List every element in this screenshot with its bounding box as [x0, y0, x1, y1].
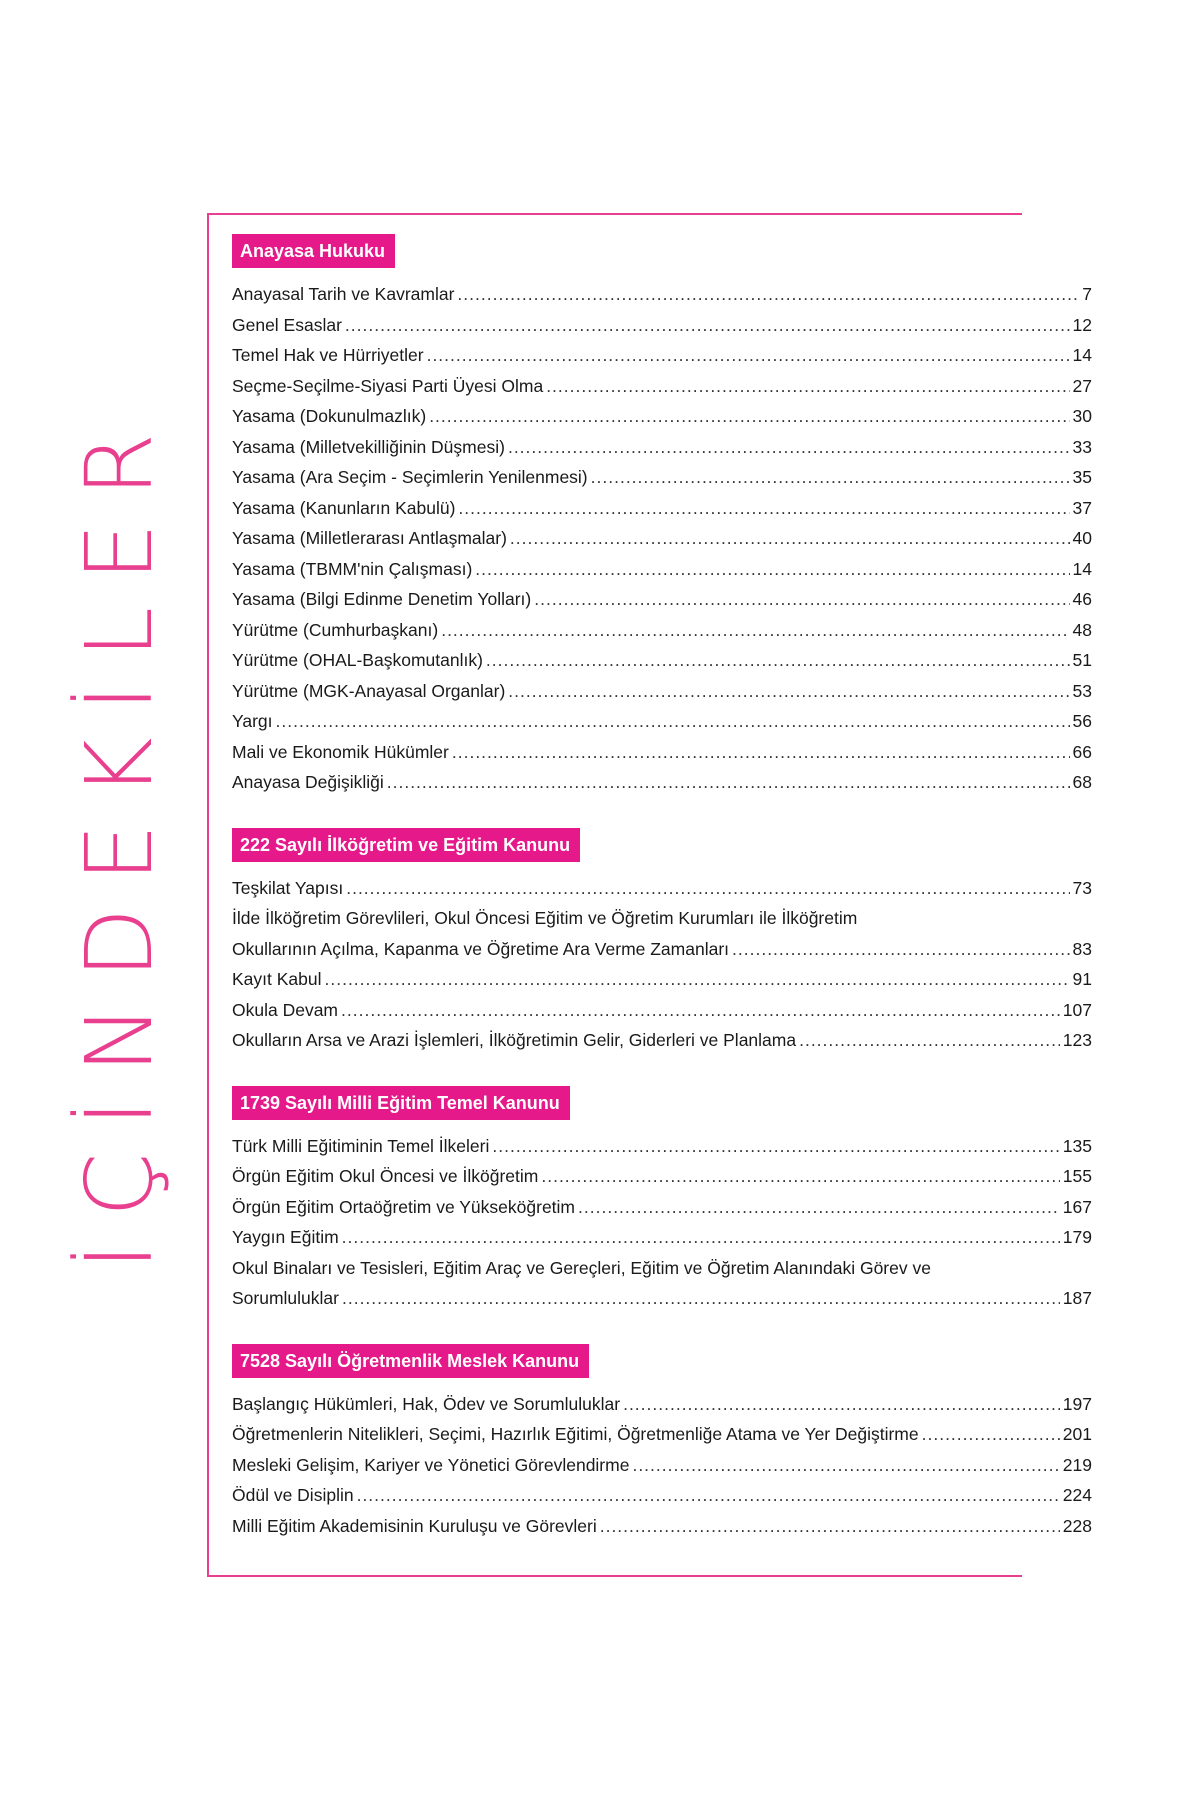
toc-entry-title: Okullarının Açılma, Kapanma ve Öğretime Ara Verme Zamanları [232, 938, 730, 959]
dot-leader [346, 873, 1069, 904]
toc-entry-page: 179 [1062, 1227, 1092, 1247]
dot-leader [799, 1025, 1060, 1056]
toc-entry[interactable] [232, 462, 1092, 493]
toc-entry-title: Yasama (Ara Seçim - Seçimlerin Yenilenmesi) [232, 467, 588, 487]
dot-leader [534, 584, 1069, 615]
toc-entry-page: 135 [1062, 1135, 1092, 1156]
toc-entry-page: 51 [1072, 650, 1092, 670]
toc-entry-title: Temel Hak ve Hürriyetler [232, 345, 424, 365]
toc-entry-title: Mesleki Gelişim, Kariyer ve Yönetici Görevlendirme [232, 1454, 630, 1475]
toc-entry-title: Yargı [232, 711, 273, 731]
toc-entry[interactable] [232, 340, 1092, 371]
toc-entry-page: 46 [1072, 589, 1092, 609]
toc-section [232, 828, 1092, 1056]
toc-entry[interactable] [232, 1192, 1092, 1223]
toc-entry-title-line[interactable]: İlde İlköğretim Görevlileri, Okul Öncesi Eğitim ve Öğretim Kurumları ile İlköğretim [232, 908, 858, 928]
toc-entry-title: Okulların Arsa ve Arazi İşlemleri, İlköğretimin Gelir, Giderleri ve Planlama [232, 1030, 797, 1050]
toc-entry-title: Okula Devam [232, 999, 339, 1020]
dot-leader [345, 310, 1070, 341]
toc-entry[interactable] [232, 310, 1092, 341]
toc-entry-title-line[interactable]: Okul Binaları ve Tesisleri, Eğitim Araç ve Gereçleri, Eğitim ve Öğretim Alanındaki Görev ve [232, 1257, 931, 1278]
toc-entry-title: Yasama (Dokunulmazlık) [232, 406, 427, 426]
dot-leader [632, 1450, 1059, 1481]
toc-entry-page: 107 [1062, 999, 1092, 1020]
toc-entry-title: Yürütme (OHAL-Başkomutanlık) [232, 650, 483, 670]
toc-entry-page: 14 [1072, 345, 1092, 365]
dot-leader [357, 1480, 1060, 1511]
toc-entry-page: 33 [1072, 436, 1092, 457]
toc-entry-page: 40 [1072, 528, 1092, 548]
toc-entry[interactable] [232, 401, 1092, 432]
toc-entry[interactable] [232, 615, 1092, 646]
toc-entry-page: 123 [1062, 1030, 1092, 1050]
toc-entry-title: Yasama (Kanunların Kabulü) [232, 497, 456, 518]
toc-entry[interactable] [232, 554, 1092, 585]
toc-entry-page: 219 [1062, 1454, 1092, 1475]
toc-entry-page: 7 [1082, 284, 1092, 304]
toc-entry-title: Mali ve Ekonomik Hükümler [232, 741, 449, 762]
dot-leader [342, 1222, 1060, 1253]
toc-entry-title: Örgün Eğitim Okul Öncesi ve İlköğretim [232, 1166, 539, 1186]
toc-entry[interactable] [232, 767, 1092, 798]
toc-entry[interactable] [232, 371, 1092, 402]
toc-entry-page: 224 [1062, 1485, 1092, 1505]
dot-leader [458, 493, 1069, 524]
dot-leader [492, 1131, 1059, 1162]
dot-leader [510, 523, 1070, 554]
toc-entry-title: Genel Esaslar [232, 314, 342, 335]
dot-leader [457, 279, 1079, 310]
dot-leader [325, 964, 1070, 995]
toc-section [232, 1344, 1092, 1542]
section-header: Anayasa Hukuku [232, 234, 395, 268]
toc-entry[interactable] [232, 995, 1092, 1026]
toc-entry-title: Teşkilat Yapısı [232, 877, 344, 898]
section-header: 1739 Sayılı Milli Eğitim Temel Kanunu [232, 1086, 570, 1120]
toc-entry[interactable] [232, 1222, 1092, 1253]
toc-entry-title: Yasama (Milletvekilliğinin Düşmesi) [232, 436, 505, 457]
toc-entry-page: 37 [1072, 497, 1092, 518]
dot-leader [508, 676, 1069, 707]
dot-leader [732, 934, 1070, 965]
toc-entry[interactable] [232, 432, 1092, 463]
toc-entry-title: Yasama (TBMM'nin Çalışması) [232, 558, 473, 579]
toc-entry[interactable] [232, 706, 1092, 737]
toc-entry-page: 201 [1062, 1424, 1092, 1444]
toc-entry[interactable] [232, 645, 1092, 676]
toc-entry-page: 197 [1062, 1393, 1092, 1414]
toc-entry-page: 30 [1072, 406, 1092, 426]
toc-entry-page: 12 [1072, 314, 1092, 335]
dot-leader [541, 1161, 1059, 1192]
toc-entry[interactable] [232, 279, 1092, 310]
dot-leader [600, 1511, 1060, 1542]
toc-entry-page: 53 [1072, 680, 1092, 701]
toc-section [232, 234, 1092, 798]
dot-leader [578, 1192, 1060, 1223]
frame-bottom-border [207, 1575, 1022, 1577]
toc-entry-page: 228 [1062, 1515, 1092, 1536]
frame-left-border [207, 213, 209, 1576]
toc-entry-title: Seçme-Seçilme-Siyasi Parti Üyesi Olma [232, 375, 544, 396]
toc-entry[interactable] [232, 1419, 1092, 1450]
frame-top-border [207, 213, 1022, 215]
dot-leader [452, 737, 1070, 768]
table-of-contents [232, 234, 1092, 1571]
toc-entry-page: 35 [1072, 467, 1092, 487]
toc-entry-page: 155 [1062, 1166, 1092, 1186]
toc-entry[interactable] [232, 1283, 1092, 1314]
toc-entry-page: 167 [1062, 1196, 1092, 1217]
page-title: İÇİNDEKİLER [66, 406, 173, 1270]
toc-entry-page: 187 [1062, 1288, 1092, 1308]
toc-entry[interactable] [232, 1025, 1092, 1056]
dot-leader [441, 615, 1069, 646]
toc-entry-title: Yasama (Bilgi Edinme Denetim Yolları) [232, 589, 532, 609]
toc-entry[interactable] [232, 523, 1092, 554]
toc-entry-title: Sorumluluklar [232, 1288, 339, 1308]
toc-entry-title: Anayasa Değişikliği [232, 772, 384, 792]
toc-entry-title: Başlangıç Hükümleri, Hak, Ödev ve Sorumluluklar [232, 1393, 621, 1414]
toc-entry-title: Milli Eğitim Akademisinin Kuruluşu ve Görevleri [232, 1515, 597, 1536]
toc-entry-title: Ödül ve Disiplin [232, 1485, 354, 1505]
toc-entry[interactable] [232, 934, 1092, 965]
toc-entry-title: Örgün Eğitim Ortaöğretim ve Yükseköğretim [232, 1196, 576, 1217]
toc-entry[interactable] [232, 873, 1092, 904]
toc-entry[interactable] [232, 1511, 1092, 1542]
dot-leader [623, 1389, 1060, 1420]
section-header: 222 Sayılı İlköğretim ve Eğitim Kanunu [232, 828, 580, 862]
toc-entry-page: 56 [1072, 711, 1092, 731]
toc-entry[interactable] [232, 1389, 1092, 1420]
toc-entry[interactable] [232, 1131, 1092, 1162]
dot-leader [387, 767, 1070, 798]
dot-leader [276, 706, 1070, 737]
toc-entry-page: 14 [1072, 558, 1092, 579]
dot-leader [427, 340, 1070, 371]
toc-entry[interactable] [232, 964, 1092, 995]
toc-entry-page: 91 [1072, 969, 1092, 989]
toc-entry[interactable] [232, 1480, 1092, 1511]
toc-entry-title: Yaygın Eğitim [232, 1227, 339, 1247]
toc-entry[interactable] [232, 1161, 1092, 1192]
toc-entry-title: Kayıt Kabul [232, 969, 322, 989]
toc-entry[interactable] [232, 676, 1092, 707]
dot-leader [341, 995, 1060, 1026]
toc-entry-title: Türk Milli Eğitiminin Temel İlkeleri [232, 1135, 490, 1156]
toc-entry-page: 83 [1072, 938, 1092, 959]
toc-entry-title: Yasama (Milletlerarası Antlaşmalar) [232, 528, 507, 548]
toc-entry[interactable] [232, 1450, 1092, 1481]
toc-section [232, 1086, 1092, 1314]
toc-entry-page: 66 [1072, 741, 1092, 762]
toc-entry-page: 48 [1072, 619, 1092, 640]
toc-entry[interactable] [232, 737, 1092, 768]
dot-leader [486, 645, 1070, 676]
toc-entry[interactable] [232, 584, 1092, 615]
toc-entry-page: 68 [1072, 772, 1092, 792]
dot-leader [429, 401, 1069, 432]
dot-leader [475, 554, 1069, 585]
toc-entry-title: Yürütme (MGK-Anayasal Organlar) [232, 680, 506, 701]
dot-leader [591, 462, 1070, 493]
dot-leader [508, 432, 1070, 463]
toc-entry-title: Yürütme (Cumhurbaşkanı) [232, 619, 439, 640]
toc-entry-title: Anayasal Tarih ve Kavramlar [232, 284, 455, 304]
dot-leader [546, 371, 1069, 402]
toc-entry-title: Öğretmenlerin Nitelikleri, Seçimi, Hazırlık Eğitimi, Öğretmenliğe Atama ve Yer Değiştirme [232, 1424, 919, 1444]
dot-leader [922, 1419, 1060, 1450]
section-header: 7528 Sayılı Öğretmenlik Meslek Kanunu [232, 1344, 589, 1378]
toc-entry[interactable] [232, 493, 1092, 524]
dot-leader [342, 1283, 1060, 1314]
toc-entry-page: 27 [1072, 375, 1092, 396]
toc-entry-page: 73 [1072, 877, 1092, 898]
